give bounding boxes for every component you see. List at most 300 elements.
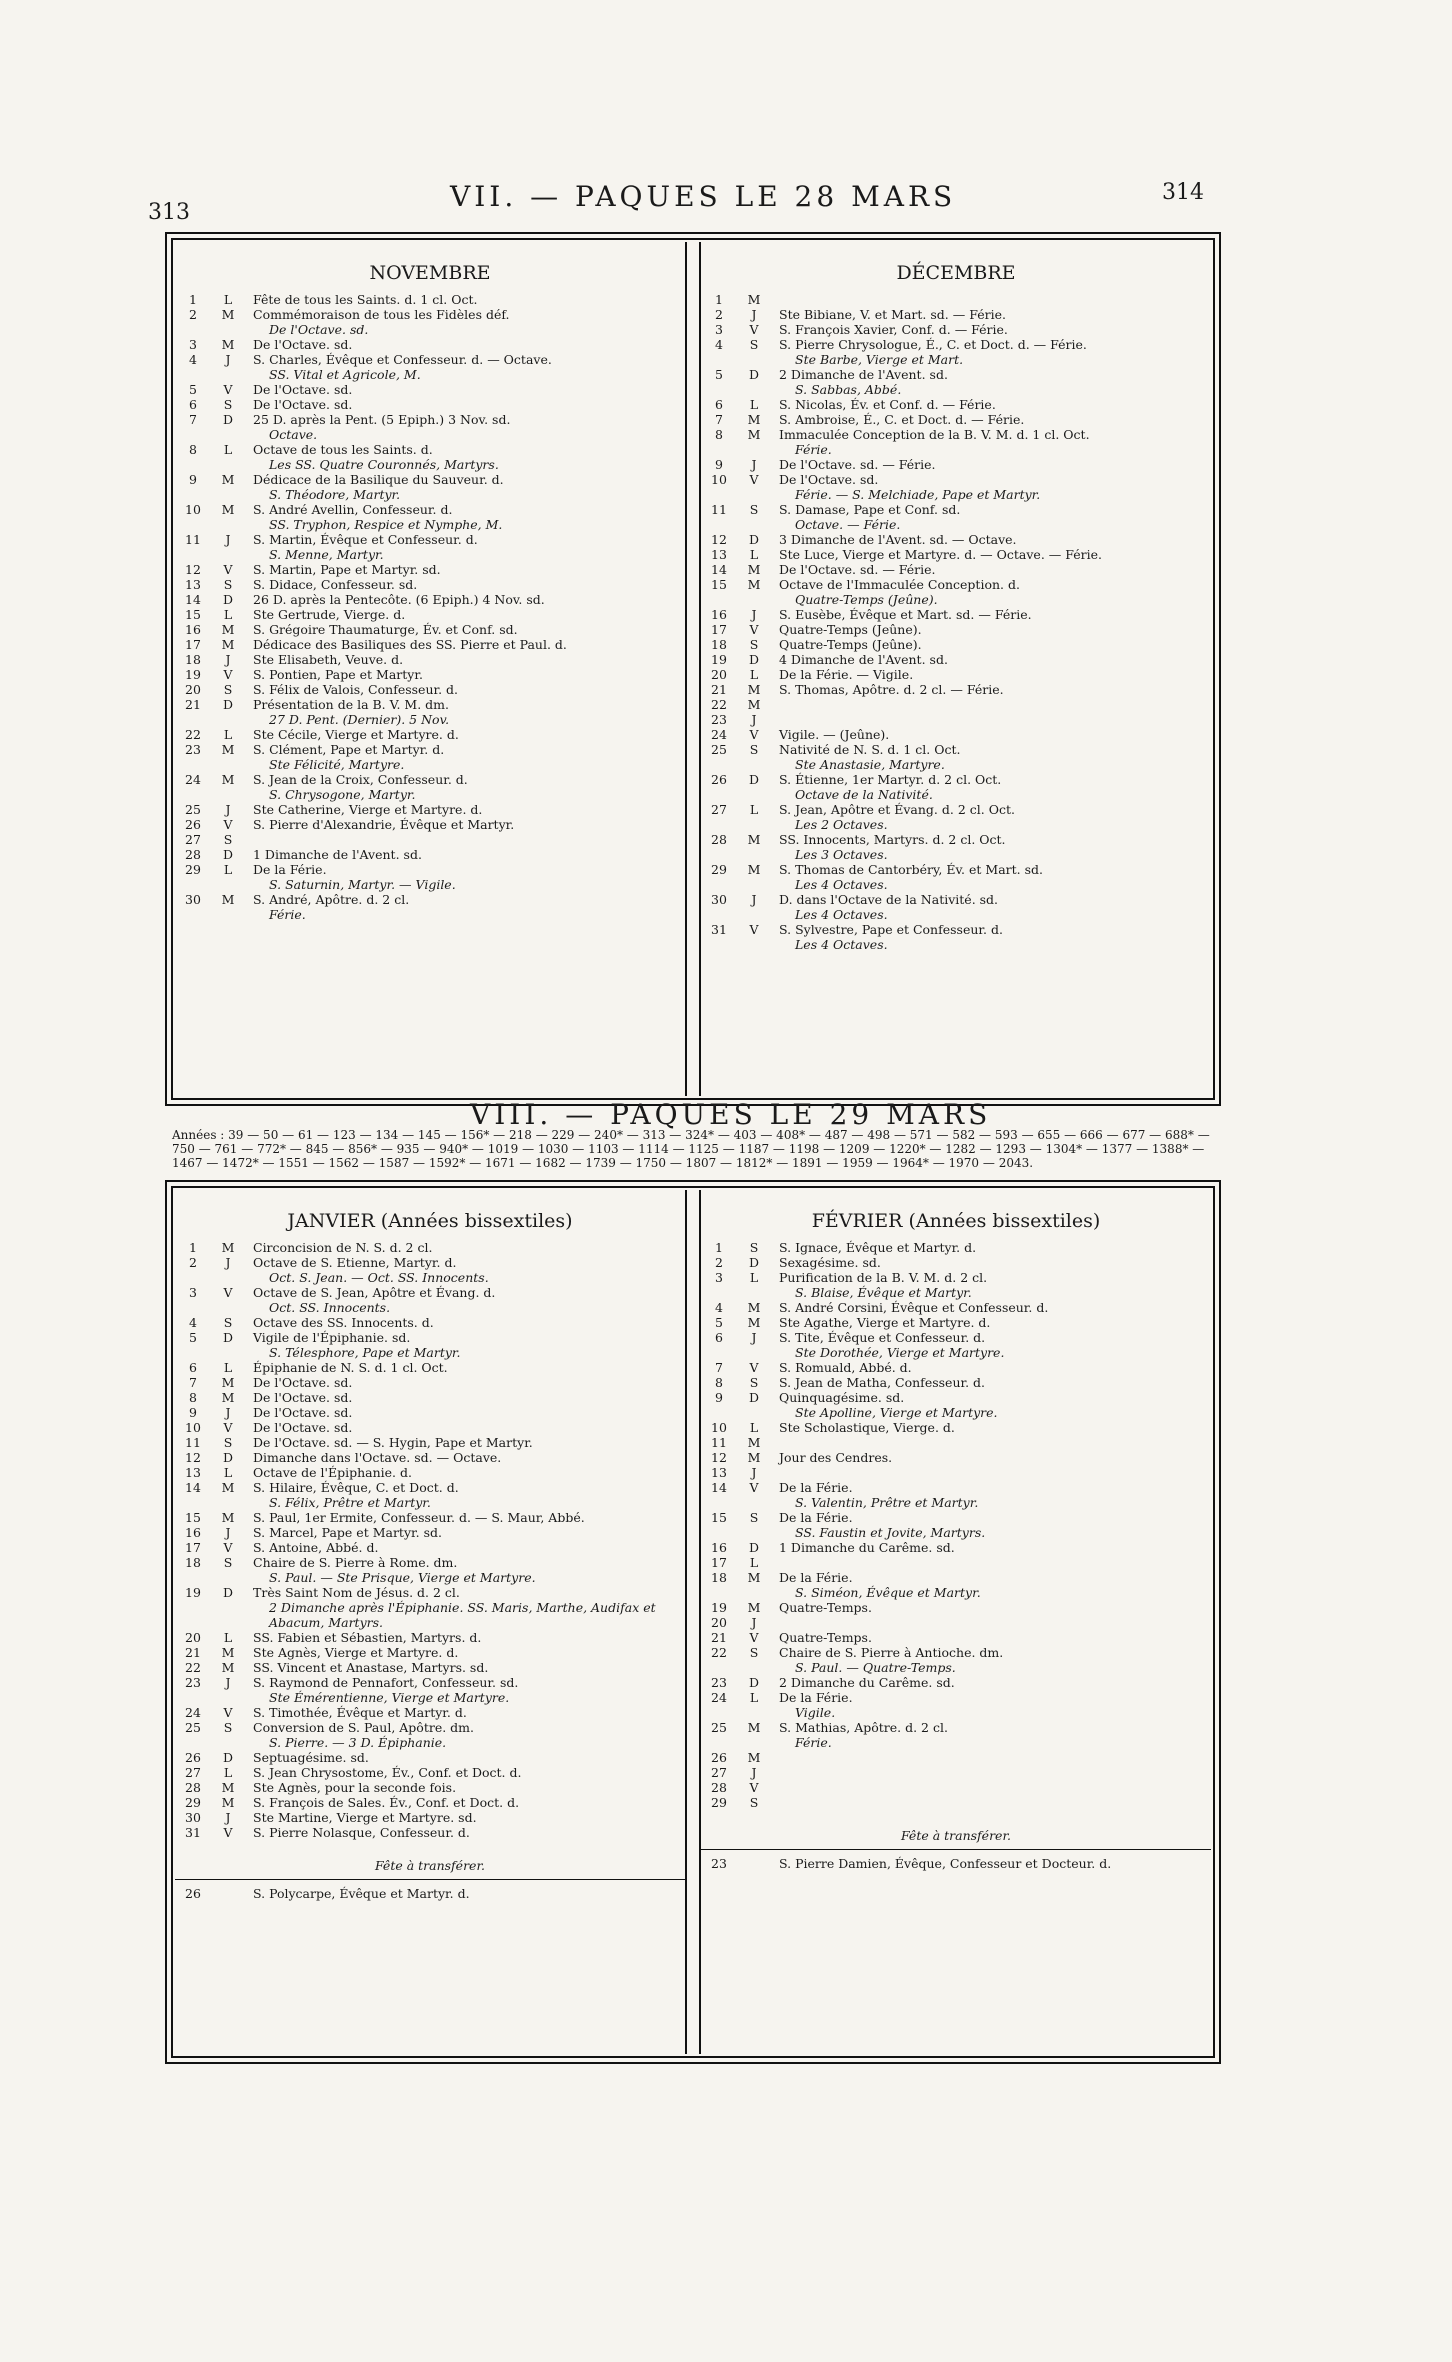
- calendar-row: [175, 1360, 685, 1375]
- calendar-row: [175, 1525, 685, 1540]
- weekday-letter: M: [221, 337, 235, 352]
- day-number: 8: [715, 427, 723, 442]
- day-number: 28: [185, 847, 201, 862]
- feast-main: Immaculée Conception de la B. V. M. d. 1 cl. Oct.: [779, 427, 1090, 442]
- feast-main: Octave de S. Etienne, Martyr. d.: [253, 1255, 457, 1270]
- calendar-row: [701, 652, 1211, 667]
- feast-main: Ste Agathe, Vierge et Martyre. d.: [779, 1315, 991, 1330]
- feast-text: [245, 667, 685, 682]
- feast-text: [245, 472, 685, 502]
- feast-main: S. Antoine, Abbé. d.: [253, 1540, 379, 1555]
- calendar-row: [175, 1660, 685, 1675]
- feast-main: S. Étienne, 1er Martyr. d. 2 cl. Oct.: [779, 772, 1002, 787]
- feast-main: De la Férie. — Vigile.: [779, 667, 914, 682]
- day-number: 26: [711, 1750, 727, 1765]
- feast-text: [245, 727, 685, 742]
- feast-text: [245, 1645, 685, 1660]
- calendar-row: [701, 322, 1211, 337]
- calendar-row: [701, 712, 1211, 727]
- calendar-row: [175, 1255, 685, 1285]
- calendar-row: [175, 1720, 685, 1750]
- feast-commemoration: Ste Dorothée, Vierge et Martyre.: [795, 1345, 1005, 1360]
- feast-main: S. Thomas de Cantorbéry, Év. et Mart. sd.: [779, 862, 1043, 877]
- day-number: 1: [715, 1240, 723, 1255]
- feast-text: [245, 742, 685, 772]
- calendar-row: [175, 1315, 685, 1330]
- calendar-row: [701, 832, 1211, 862]
- day-number: 30: [185, 892, 201, 907]
- feast-commemoration: Ste Émérentienne, Vierge et Martyre.: [269, 1690, 510, 1705]
- calendar-row: [175, 1585, 685, 1630]
- calendar-row: [175, 1375, 685, 1390]
- feast-main: S. André, Apôtre. d. 2 cl.: [253, 892, 410, 907]
- weekday-letter: J: [751, 1765, 757, 1780]
- page-number-left: 313: [148, 200, 190, 225]
- calendar-row: [175, 1285, 685, 1315]
- feast-text: [771, 832, 1211, 862]
- feast-main: 25 D. après la Pent. (5 Epiph.) 3 Nov. sd.: [253, 412, 511, 427]
- weekday-letter: J: [225, 1405, 231, 1420]
- feast-text: [771, 1330, 1211, 1360]
- weekday-letter: D: [222, 1585, 234, 1600]
- feast-text: [245, 1540, 685, 1555]
- feast-text: [771, 667, 1211, 682]
- feast-text: [245, 1405, 685, 1420]
- feast-main: Quatre-Temps.: [779, 1600, 872, 1615]
- feast-main: Ste Luce, Vierge et Martyre. d. — Octave. — Férie.: [779, 547, 1102, 562]
- weekday-letter: L: [749, 1555, 759, 1570]
- feast-text: [245, 1240, 685, 1255]
- weekday-letter: D: [222, 697, 234, 712]
- feast-text: [771, 292, 1211, 307]
- feast-commemoration: Les SS. Quatre Couronnés, Martyrs.: [269, 457, 499, 472]
- calendar-row: [701, 397, 1211, 412]
- calendar-row: [701, 1780, 1211, 1795]
- weekday-letter: L: [223, 292, 233, 307]
- calendar-row: [175, 397, 685, 412]
- feast-main: S. Marcel, Pape et Martyr. sd.: [253, 1525, 442, 1540]
- feast-main: Nativité de N. S. d. 1 cl. Oct.: [779, 742, 961, 757]
- day-number: 14: [185, 1480, 201, 1495]
- weekday-letter: L: [223, 862, 233, 877]
- feast-text: [771, 577, 1211, 607]
- feast-main: Quatre-Temps (Jeûne).: [779, 622, 922, 637]
- feast-main: Purification de la B. V. M. d. 2 cl.: [779, 1270, 988, 1285]
- day-number: 1: [715, 292, 723, 307]
- feast-main: S. André Corsini, Évêque et Confesseur. d.: [779, 1300, 1049, 1315]
- day-number: 6: [189, 397, 197, 412]
- calendar-row: [701, 532, 1211, 547]
- weekday-letter: S: [223, 1435, 233, 1450]
- feast-main: Ste Agnès, Vierge et Martyre. d.: [253, 1645, 459, 1660]
- calendar-row: [701, 337, 1211, 367]
- feast-main: Ste Scholastique, Vierge. d.: [779, 1420, 955, 1435]
- calendar-row: [701, 922, 1211, 952]
- feast-main: Sexagésime. sd.: [779, 1255, 881, 1270]
- weekday-letter: J: [751, 1330, 757, 1345]
- day-number: 8: [715, 1375, 723, 1390]
- weekday-letter: M: [221, 1660, 235, 1675]
- calendar-row: [701, 427, 1211, 457]
- day-number: 12: [185, 1450, 201, 1465]
- weekday-letter: L: [749, 397, 759, 412]
- feast-text: [245, 532, 685, 562]
- feast-main: S. Damase, Pape et Conf. sd.: [779, 502, 961, 517]
- feast-commemoration: SS. Tryphon, Respice et Nymphe, M.: [269, 517, 503, 532]
- feast-text: [245, 652, 685, 667]
- day-number: 29: [711, 862, 727, 877]
- feast-text: [771, 502, 1211, 532]
- transfer-label-janvier: Fête à transférer.: [374, 1858, 486, 1873]
- weekday-letter: S: [749, 637, 759, 652]
- weekday-letter: L: [223, 727, 233, 742]
- feast-main: Circoncision de N. S. d. 2 cl.: [253, 1240, 433, 1255]
- feast-text: [245, 1810, 685, 1825]
- feast-text: [771, 1600, 1211, 1615]
- feast-main: S. Raymond de Pennafort, Confesseur. sd.: [253, 1675, 519, 1690]
- weekday-letter: M: [221, 622, 235, 637]
- feast-commemoration: Les 2 Octaves.: [795, 817, 888, 832]
- feast-text: [245, 1480, 685, 1510]
- day-number: 25: [711, 742, 727, 757]
- calendar-row: [175, 667, 685, 682]
- novembre-rows: [175, 292, 685, 922]
- feast-text: [771, 397, 1211, 412]
- weekday-letter: M: [747, 1450, 761, 1465]
- day-number: 11: [185, 1435, 201, 1450]
- calendar-row: [175, 502, 685, 532]
- feast-text: [245, 1330, 685, 1360]
- page-header: VII. — PAQUES LE 28 MARS: [450, 180, 957, 213]
- calendar-row: [175, 817, 685, 832]
- calendar-row: [175, 1510, 685, 1525]
- calendar-row: [175, 1825, 685, 1840]
- feast-main: Ste Martine, Vierge et Martyre. sd.: [253, 1810, 477, 1825]
- calendar-row: [701, 742, 1211, 772]
- calendar-row: [175, 847, 685, 862]
- weekday-letter: S: [223, 1555, 233, 1570]
- weekday-letter: S: [223, 832, 233, 847]
- calendar-row: [701, 1435, 1211, 1450]
- feast-commemoration: S. Paul. — Ste Prisque, Vierge et Martyre.: [269, 1570, 536, 1585]
- feast-commemoration: Les 3 Octaves.: [795, 847, 888, 862]
- calendar-row: [701, 697, 1211, 712]
- feast-main: S. Pontien, Pape et Martyr.: [253, 667, 423, 682]
- day-number: 10: [185, 502, 201, 517]
- calendar-row: [175, 1480, 685, 1510]
- day-number: 10: [185, 1420, 201, 1435]
- novembre-column: [175, 242, 687, 1096]
- feast-main: S. François de Sales. Év., Conf. et Doct. d.: [253, 1795, 520, 1810]
- feast-text: [771, 1435, 1211, 1450]
- weekday-letter: J: [225, 1810, 231, 1825]
- feast-main: D. dans l'Octave de la Nativité. sd.: [779, 892, 999, 907]
- day-number: 14: [185, 592, 201, 607]
- weekday-letter: V: [223, 1825, 233, 1840]
- weekday-letter: L: [223, 1465, 233, 1480]
- calendar-row: [175, 1240, 685, 1255]
- feast-text: [245, 1585, 685, 1630]
- calendar-row: [175, 652, 685, 667]
- day-number: 14: [711, 562, 727, 577]
- feast-main: De l'Octave. sd.: [253, 1405, 353, 1420]
- day-number: 30: [185, 1810, 201, 1825]
- janvier-rows: [175, 1240, 685, 1840]
- weekday-letter: S: [223, 682, 233, 697]
- feast-text: [245, 682, 685, 697]
- feast-commemoration: Ste Apolline, Vierge et Martyre.: [795, 1405, 998, 1420]
- feast-main: Dédicace des Basiliques des SS. Pierre et Paul. d.: [253, 637, 567, 652]
- calendar-row: [175, 1465, 685, 1480]
- weekday-letter: V: [749, 1780, 759, 1795]
- feast-text: [771, 1765, 1211, 1780]
- feast-text: [771, 1795, 1211, 1810]
- feast-main: De l'Octave. sd.: [253, 1375, 353, 1390]
- feast-main: Jour des Cendres.: [779, 1450, 893, 1465]
- calendar-row: [701, 1765, 1211, 1780]
- feast-commemoration: Ste Anastasie, Martyre.: [795, 757, 945, 772]
- day-number: 3: [715, 322, 723, 337]
- calendar-row: [175, 727, 685, 742]
- feast-main: 1 Dimanche de l'Avent. sd.: [253, 847, 422, 862]
- day-number: 19: [711, 1600, 727, 1615]
- feast-text: [771, 1255, 1211, 1270]
- calendar-row: [701, 1315, 1211, 1330]
- feast-text: [245, 1780, 685, 1795]
- weekday-letter: V: [749, 1480, 759, 1495]
- calendar-row: [701, 577, 1211, 607]
- feast-main: De la Férie.: [253, 862, 327, 877]
- feast-text: [771, 1360, 1211, 1375]
- day-number: 11: [711, 1435, 727, 1450]
- weekday-letter: S: [223, 1315, 233, 1330]
- weekday-letter: L: [223, 1360, 233, 1375]
- day-number: 18: [711, 637, 727, 652]
- weekday-letter: D: [222, 1330, 234, 1345]
- feast-text: [771, 1300, 1211, 1315]
- day-number: 27: [711, 1765, 727, 1780]
- feast-text: [771, 892, 1211, 922]
- feast-text: [245, 1375, 685, 1390]
- feast-commemoration: Férie.: [795, 442, 832, 457]
- feast-commemoration: S. Télesphore, Pape et Martyr.: [269, 1345, 461, 1360]
- feast-commemoration: S. Valentin, Prêtre et Martyr.: [795, 1495, 979, 1510]
- feast-commemoration: SS. Faustin et Jovite, Martyrs.: [795, 1525, 986, 1540]
- day-number: 17: [185, 637, 201, 652]
- weekday-letter: J: [751, 1465, 757, 1480]
- feast-commemoration: Les 4 Octaves.: [795, 907, 888, 922]
- feast-commemoration: Les 4 Octaves.: [795, 877, 888, 892]
- day-number: 5: [189, 1330, 197, 1345]
- feast-main: S. Jean, Apôtre et Évang. d. 2 cl. Oct.: [779, 802, 1015, 817]
- feast-main: Quinquagésime. sd.: [779, 1390, 905, 1405]
- feast-main: Ste Gertrude, Vierge. d.: [253, 607, 406, 622]
- feast-commemoration: S. Théodore, Martyr.: [269, 487, 401, 502]
- weekday-letter: M: [747, 292, 761, 307]
- day-number: 17: [711, 622, 727, 637]
- weekday-letter: D: [748, 367, 760, 382]
- feast-text: [771, 1630, 1211, 1645]
- weekday-letter: M: [221, 1510, 235, 1525]
- weekday-letter: V: [749, 622, 759, 637]
- calendar-row: [701, 622, 1211, 637]
- weekday-letter: M: [747, 412, 761, 427]
- feast-main: S. Tite, Évêque et Confesseur. d.: [779, 1330, 986, 1345]
- calendar-row: [175, 382, 685, 397]
- weekday-letter: M: [747, 577, 761, 592]
- feast-text: [771, 457, 1211, 472]
- calendar-row: [175, 1420, 685, 1435]
- weekday-letter: J: [225, 652, 231, 667]
- feast-text: [771, 697, 1211, 712]
- feast-text: [245, 802, 685, 817]
- day-number: 24: [711, 1690, 727, 1705]
- day-number: 3: [189, 337, 197, 352]
- feast-text: [245, 637, 685, 652]
- day-number: 1: [189, 292, 197, 307]
- weekday-letter: L: [749, 802, 759, 817]
- feast-text: [245, 1525, 685, 1540]
- calendar-row: [175, 412, 685, 442]
- feast-text: [245, 772, 685, 802]
- feast-main: 1 Dimanche du Carême. sd.: [779, 1540, 955, 1555]
- day-number: 26: [185, 817, 201, 832]
- day-number: 20: [711, 667, 727, 682]
- decembre-rows: [701, 292, 1211, 952]
- feast-main: S. Grégoire Thaumaturge, Év. et Conf. sd.: [253, 622, 518, 637]
- day-number: 21: [185, 697, 201, 712]
- calendar-row: [701, 547, 1211, 562]
- weekday-letter: L: [749, 1270, 759, 1285]
- weekday-letter: V: [223, 1420, 233, 1435]
- day-number: 22: [711, 697, 727, 712]
- feast-text: [771, 1675, 1211, 1690]
- weekday-letter: L: [749, 667, 759, 682]
- feast-text: [245, 1630, 685, 1645]
- feast-main: De l'Octave. sd.: [253, 1390, 353, 1405]
- calendar-row: [175, 562, 685, 577]
- feast-main: De l'Octave. sd.: [779, 472, 879, 487]
- feast-text: [245, 892, 685, 922]
- calendar-row: [701, 727, 1211, 742]
- decembre-column: [699, 242, 1211, 1096]
- feast-text: [245, 862, 685, 892]
- calendar-row: [175, 592, 685, 607]
- weekday-letter: D: [222, 412, 234, 427]
- feast-text: [771, 1390, 1211, 1420]
- weekday-letter: S: [749, 1375, 759, 1390]
- day-number: 17: [185, 1540, 201, 1555]
- feast-main: S. Pierre d'Alexandrie, Évêque et Martyr.: [253, 817, 515, 832]
- feast-main: S. Charles, Évêque et Confesseur. d. — Octave.: [253, 352, 552, 367]
- calendar-row: [701, 1270, 1211, 1300]
- feast-commemoration: Octave. — Férie.: [795, 517, 901, 532]
- feast-main: De la Férie.: [779, 1510, 853, 1525]
- calendar-row: [701, 502, 1211, 532]
- day-number: 13: [711, 547, 727, 562]
- day-number: 10: [711, 1420, 727, 1435]
- calendar-row: [701, 1690, 1211, 1720]
- weekday-letter: V: [223, 817, 233, 832]
- feast-main: Commémoraison de tous les Fidèles déf.: [253, 307, 510, 322]
- day-number: 21: [711, 682, 727, 697]
- day-number: 31: [711, 922, 727, 937]
- day-number: 15: [185, 607, 201, 622]
- weekday-letter: V: [223, 667, 233, 682]
- feast-main: Octave de l'Épiphanie. d.: [253, 1465, 412, 1480]
- weekday-letter: D: [748, 1390, 760, 1405]
- day-number: 27: [185, 832, 201, 847]
- feast-text: [771, 337, 1211, 367]
- weekday-letter: M: [221, 1375, 235, 1390]
- weekday-letter: D: [748, 1675, 760, 1690]
- calendar-row: [701, 1480, 1211, 1510]
- day-number: 23: [185, 742, 201, 757]
- weekday-letter: S: [749, 1240, 759, 1255]
- feast-main: Vigile. — (Jeûne).: [779, 727, 890, 742]
- transfer-label-fevrier: Fête à transférer.: [900, 1828, 1012, 1843]
- calendar-row: [175, 637, 685, 652]
- calendar-row: [701, 1540, 1211, 1555]
- weekday-letter: M: [221, 1390, 235, 1405]
- feast-main: Quatre-Temps.: [779, 1630, 872, 1645]
- feast-main: Octave de S. Jean, Apôtre et Évang. d.: [253, 1285, 496, 1300]
- calendar-row: [175, 832, 685, 847]
- feast-main: Quatre-Temps (Jeûne).: [779, 637, 922, 652]
- feast-text: [771, 1270, 1211, 1300]
- day-number: 13: [711, 1465, 727, 1480]
- weekday-letter: M: [747, 1435, 761, 1450]
- day-number: 25: [711, 1720, 727, 1735]
- weekday-letter: M: [221, 637, 235, 652]
- calendar-row: [701, 682, 1211, 697]
- feast-commemoration: Férie. — S. Melchiade, Pape et Martyr.: [795, 487, 1041, 502]
- day-number: 7: [189, 412, 197, 427]
- feast-main: S. Timothée, Évêque et Martyr. d.: [253, 1705, 467, 1720]
- weekday-letter: M: [221, 472, 235, 487]
- weekday-letter: J: [225, 532, 231, 547]
- feast-commemoration: Férie.: [269, 907, 306, 922]
- weekday-letter: V: [749, 1360, 759, 1375]
- calendar-row: [175, 1555, 685, 1585]
- day-number: 29: [185, 1795, 201, 1810]
- feast-main: De l'Octave. sd.: [253, 382, 353, 397]
- day-number: 7: [715, 1360, 723, 1375]
- feast-text: [245, 502, 685, 532]
- calendar-row: [701, 1750, 1211, 1765]
- day-number: 4: [189, 1315, 197, 1330]
- calendar-row: [701, 637, 1211, 652]
- calendar-row: [175, 442, 685, 472]
- calendar-row: [701, 562, 1211, 577]
- day-number: 28: [711, 1780, 727, 1795]
- feast-main: S. Paul, 1er Ermite, Confesseur. d. — S. Maur, Abbé.: [253, 1510, 585, 1525]
- calendar-row: [701, 412, 1211, 427]
- feast-text: [771, 562, 1211, 577]
- day-number: 26: [185, 1750, 201, 1765]
- day-number: 11: [185, 532, 201, 547]
- feast-main: De la Férie.: [779, 1570, 853, 1585]
- weekday-letter: J: [751, 712, 757, 727]
- calendar-row: [175, 1645, 685, 1660]
- feast-main: De l'Octave. sd.: [253, 337, 353, 352]
- feast-main: S. Pierre Chrysologue, É., C. et Doct. d. — Férie.: [779, 337, 1087, 352]
- calendar-row: [175, 1330, 685, 1360]
- calendar-row: [175, 862, 685, 892]
- calendar-row: [701, 607, 1211, 622]
- feast-main: Dimanche dans l'Octave. sd. — Octave.: [253, 1450, 502, 1465]
- calendar-row: [701, 1300, 1211, 1315]
